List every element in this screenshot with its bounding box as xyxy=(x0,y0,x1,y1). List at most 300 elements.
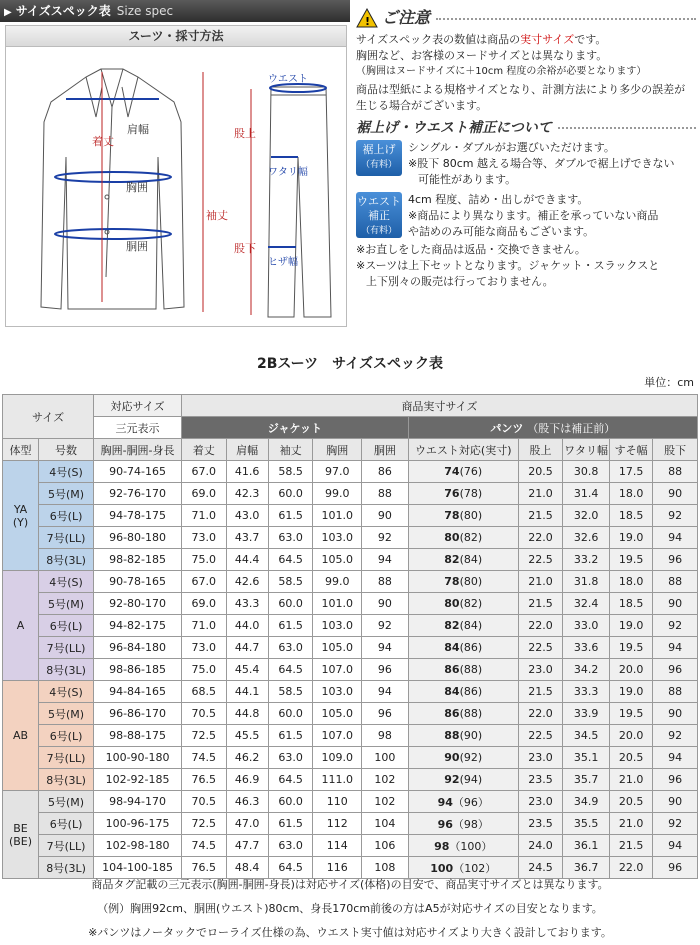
jacket-sleeve-cell: 60.0 xyxy=(268,483,312,505)
sleeve-label: 袖丈 xyxy=(206,209,228,222)
th-col: 袖丈 xyxy=(268,439,312,461)
pants-thigh-cell: 35.7 xyxy=(563,769,610,791)
pants-rise-cell: 21.5 xyxy=(518,505,562,527)
pants-hem-cell: 19.5 xyxy=(609,549,652,571)
shoulder-label: 肩幅 xyxy=(127,123,149,136)
pants-hem-cell: 21.0 xyxy=(609,769,652,791)
pants-thigh-cell: 33.6 xyxy=(563,637,610,659)
th-taio: 対応サイズ xyxy=(94,395,182,417)
pants-rise-cell: 22.5 xyxy=(518,637,562,659)
jacket-waist-cell: 102 xyxy=(362,791,409,813)
pants-waist-cell xyxy=(408,637,518,659)
jacket-chest-cell: 109.0 xyxy=(313,747,362,769)
pants-rise-cell: 22.0 xyxy=(518,527,562,549)
pants-inseam-cell: 94 xyxy=(653,747,698,769)
waist-actual-value: (84) xyxy=(459,619,483,632)
measure-diagram xyxy=(6,47,346,326)
waist-fit-value: 86 xyxy=(444,663,460,676)
dims-cell: 90-74-165 xyxy=(94,461,182,483)
pants-thigh-cell: 33.9 xyxy=(563,703,610,725)
pants-waist-cell xyxy=(408,571,518,593)
dims-cell: 94-78-175 xyxy=(94,505,182,527)
waist-fit-value: 82 xyxy=(444,553,460,566)
jacket-chest-cell: 111.0 xyxy=(313,769,362,791)
pants-thigh-cell: 31.4 xyxy=(563,483,610,505)
footer-note-2: （例）胸囲92cm、胴囲(ウエスト)80cm、身長170cm前後の方はA5が対応サイズの目安となります。 xyxy=(97,902,603,915)
jacket-shoulder-cell: 44.4 xyxy=(226,549,268,571)
size-number-cell: 4号(S) xyxy=(39,681,94,703)
pants-waist-cell xyxy=(408,747,518,769)
table-row xyxy=(3,483,698,505)
jacket-waist-cell: 96 xyxy=(362,703,409,725)
pants-inseam-cell: 90 xyxy=(653,483,698,505)
waist-actual-value: (82) xyxy=(459,597,483,610)
jacket-shoulder-cell: 44.1 xyxy=(226,681,268,703)
jacket-waist-cell: 98 xyxy=(362,725,409,747)
chest-label: 胸囲 xyxy=(126,181,148,194)
pants-thigh-cell: 34.5 xyxy=(563,725,610,747)
pants-hem-cell: 20.5 xyxy=(609,747,652,769)
triangle-icon: ▶ xyxy=(4,7,12,18)
dims-cell: 92-80-170 xyxy=(94,593,182,615)
pants-hem-cell: 20.5 xyxy=(609,791,652,813)
pants-hem-cell: 21.0 xyxy=(609,813,652,835)
spec-table-body xyxy=(3,461,698,879)
inseam-label: 股下 xyxy=(234,242,256,255)
pants-rise-cell: 23.0 xyxy=(518,659,562,681)
waist-actual-value: (84) xyxy=(459,553,483,566)
jacket-waist-cell: 92 xyxy=(362,615,409,637)
jacket-waist-cell: 92 xyxy=(362,527,409,549)
th-col: すそ幅 xyxy=(609,439,652,461)
measure-panel xyxy=(5,25,347,327)
pants-rise-cell: 21.0 xyxy=(518,571,562,593)
waist-j-label: 胴囲 xyxy=(126,240,148,253)
notice-note-2: ※スーツは上下セットとなります。ジャケット・スラックスと xyxy=(356,259,660,272)
th-pants: パンツ （股下は補正前） xyxy=(408,417,697,439)
dims-cell: 96-84-180 xyxy=(94,637,182,659)
dims-cell: 98-94-170 xyxy=(94,791,182,813)
header-title-en: Size spec xyxy=(116,4,174,18)
dims-cell: 90-78-165 xyxy=(94,571,182,593)
pants-inseam-cell: 96 xyxy=(653,857,698,879)
body-type-cell: A xyxy=(3,571,39,681)
waist-fit-value: 94 xyxy=(437,795,453,809)
table-row xyxy=(3,769,698,791)
pants-thigh-cell: 32.4 xyxy=(563,593,610,615)
pants-waist-cell xyxy=(408,703,518,725)
pants-waist-cell xyxy=(408,791,518,813)
pants-waist-cell xyxy=(408,725,518,747)
th-dims: 胸囲-胴囲-身長 xyxy=(94,439,182,461)
table-row xyxy=(3,725,698,747)
jacket-shoulder-cell: 45.5 xyxy=(226,725,268,747)
dims-cell: 102-92-185 xyxy=(94,769,182,791)
pants-hem-cell: 22.0 xyxy=(609,857,652,879)
pants-rise-cell: 22.0 xyxy=(518,615,562,637)
waist-actual-value: (86) xyxy=(459,685,483,698)
pants-inseam-cell: 88 xyxy=(653,461,698,483)
jacket-shoulder-cell: 43.0 xyxy=(226,505,268,527)
jacket-chest-cell: 107.0 xyxy=(313,725,362,747)
jacket-sleeve-cell: 63.0 xyxy=(268,637,312,659)
jacket-shoulder-cell: 47.7 xyxy=(226,835,268,857)
table-row xyxy=(3,835,698,857)
jacket-chest-cell: 103.0 xyxy=(313,681,362,703)
th-size: サイズ xyxy=(3,395,94,439)
jacket-shoulder-cell: 44.8 xyxy=(226,703,268,725)
pants-hem-cell: 21.5 xyxy=(609,835,652,857)
jacket-waist-cell: 102 xyxy=(362,769,409,791)
dims-cell: 92-76-170 xyxy=(94,483,182,505)
jacket-shoulder-cell: 47.0 xyxy=(226,813,268,835)
waist-actual-value: (88) xyxy=(459,707,483,720)
pants-hem-cell: 18.5 xyxy=(609,593,652,615)
jacket-sleeve-cell: 63.0 xyxy=(268,747,312,769)
jacket-waist-cell: 94 xyxy=(362,637,409,659)
jacket-drawing xyxy=(41,69,184,309)
waist-actual-value: (90) xyxy=(459,729,483,742)
waist-badge: ウエスト 補正 （有料） xyxy=(356,192,402,238)
jacket-length-cell: 68.5 xyxy=(182,681,226,703)
jacket-length-cell: 76.5 xyxy=(182,769,226,791)
size-number-cell: 5号(M) xyxy=(39,483,94,505)
dims-cell: 100-96-175 xyxy=(94,813,182,835)
notice-line-4: 商品は型紙による規格サイズとなり、計測方法により多少の誤差が生じる場合がございます。 xyxy=(356,83,686,112)
waist-fit-value: 88 xyxy=(444,729,460,742)
jacket-length-cell: 70.5 xyxy=(182,791,226,813)
jacket-shoulder-cell: 43.3 xyxy=(226,593,268,615)
pants-rise-cell: 23.5 xyxy=(518,769,562,791)
size-number-cell: 7号(LL) xyxy=(39,747,94,769)
waist-fit-value: 80 xyxy=(444,531,460,544)
jacket-sleeve-cell: 64.5 xyxy=(268,857,312,879)
jacket-length-cell: 67.0 xyxy=(182,461,226,483)
table-row xyxy=(3,571,698,593)
jacket-length-cell: 71.0 xyxy=(182,615,226,637)
jacket-shoulder-cell: 41.6 xyxy=(226,461,268,483)
dims-cell: 102-98-180 xyxy=(94,835,182,857)
hem-alteration-row: 裾上げ （有料） シングル・ダブルがお選びいただけます。 ※股下 80cm 越える場合等、ダブルで裾上げできない 可能性があります。 xyxy=(356,140,696,188)
pants-thigh-cell: 33.3 xyxy=(563,681,610,703)
unit-label: 単位：cm xyxy=(644,376,694,389)
table-row xyxy=(3,703,698,725)
waist-fit-value: 90 xyxy=(444,751,460,764)
jacket-chest-cell: 105.0 xyxy=(313,703,362,725)
jacket-sleeve-cell: 64.5 xyxy=(268,659,312,681)
pants-thigh-cell: 32.0 xyxy=(563,505,610,527)
pants-thigh-cell: 35.5 xyxy=(563,813,610,835)
waist-actual-value: (76) xyxy=(459,465,483,478)
jacket-chest-cell: 105.0 xyxy=(313,637,362,659)
measure-title: スーツ・採寸方法 xyxy=(6,26,346,47)
jacket-sleeve-cell: 60.0 xyxy=(268,593,312,615)
hem-label: ヒザ幅 xyxy=(268,257,298,268)
th-jacket: ジャケット xyxy=(182,417,409,439)
th-num: 号数 xyxy=(39,439,94,461)
jacket-length-cell: 73.0 xyxy=(182,637,226,659)
waist-actual-value: (80) xyxy=(459,509,483,522)
waist-actual-value: （98） xyxy=(452,817,489,831)
pants-inseam-cell: 94 xyxy=(653,527,698,549)
dims-cell: 98-88-175 xyxy=(94,725,182,747)
jacket-shoulder-cell: 46.2 xyxy=(226,747,268,769)
dims-cell: 96-80-180 xyxy=(94,527,182,549)
pants-rise-cell: 23.0 xyxy=(518,791,562,813)
size-number-cell: 7号(LL) xyxy=(39,835,94,857)
waist-fit-value: 74 xyxy=(444,465,460,478)
pants-thigh-cell: 34.9 xyxy=(563,791,610,813)
dims-cell: 104-100-185 xyxy=(94,857,182,879)
pants-rise-cell: 23.0 xyxy=(518,747,562,769)
waist-actual-value: (94) xyxy=(459,773,483,786)
jacket-sleeve-cell: 64.5 xyxy=(268,549,312,571)
jacket-length-cell: 69.0 xyxy=(182,593,226,615)
table-row xyxy=(3,637,698,659)
dims-cell: 96-86-170 xyxy=(94,703,182,725)
header-title-jp: サイズスペック表 xyxy=(15,4,111,18)
table-row xyxy=(3,505,698,527)
size-number-cell: 8号(3L) xyxy=(39,549,94,571)
jacket-length-cell: 72.5 xyxy=(182,725,226,747)
chest-line xyxy=(55,172,171,182)
jacket-waist-cell: 86 xyxy=(362,461,409,483)
pants-inseam-cell: 90 xyxy=(653,791,698,813)
pants-inseam-cell: 92 xyxy=(653,813,698,835)
jacket-waist-cell: 100 xyxy=(362,747,409,769)
jacket-waist-cell: 94 xyxy=(362,681,409,703)
jacket-sleeve-cell: 58.5 xyxy=(268,571,312,593)
waist-fit-value: 78 xyxy=(444,575,460,588)
table-row xyxy=(3,461,698,483)
jacket-sleeve-cell: 61.5 xyxy=(268,725,312,747)
table-row xyxy=(3,527,698,549)
th-col: 胴囲 xyxy=(362,439,409,461)
pants-inseam-cell: 96 xyxy=(653,549,698,571)
waist-actual-value: (92) xyxy=(459,751,483,764)
pants-inseam-cell: 92 xyxy=(653,615,698,637)
jacket-chest-cell: 116 xyxy=(313,857,362,879)
pants-thigh-cell: 34.2 xyxy=(563,659,610,681)
table-row xyxy=(3,615,698,637)
pants-inseam-cell: 96 xyxy=(653,769,698,791)
th-col: 股下 xyxy=(653,439,698,461)
jacket-chest-cell: 101.0 xyxy=(313,505,362,527)
pants-rise-cell: 21.5 xyxy=(518,681,562,703)
jacket-waist-cell: 106 xyxy=(362,835,409,857)
pants-thigh-cell: 32.6 xyxy=(563,527,610,549)
size-number-cell: 5号(M) xyxy=(39,593,94,615)
jacket-waist-cell: 90 xyxy=(362,593,409,615)
pants-waist-cell xyxy=(408,681,518,703)
jacket-shoulder-cell: 46.3 xyxy=(226,791,268,813)
length-label: 着丈 xyxy=(92,135,114,148)
th-body: 体型 xyxy=(3,439,39,461)
size-number-cell: 8号(3L) xyxy=(39,769,94,791)
waist-actual-value: （102） xyxy=(453,861,497,875)
jacket-length-cell: 69.0 xyxy=(182,483,226,505)
jacket-sleeve-cell: 64.5 xyxy=(268,769,312,791)
jacket-shoulder-cell: 45.4 xyxy=(226,659,268,681)
pants-thigh-cell: 36.7 xyxy=(563,857,610,879)
jacket-length-cell: 75.0 xyxy=(182,659,226,681)
dims-cell: 94-82-175 xyxy=(94,615,182,637)
table-row xyxy=(3,681,698,703)
pants-waist-cell xyxy=(408,615,518,637)
footer-note-1: 商品タグ記載の三元表示(胸囲-胴囲-身長)は対応サイズ(体格)の目安で、商品実寸サイズとは異なります。 xyxy=(91,878,609,891)
jacket-waist-cell: 90 xyxy=(362,505,409,527)
table-row xyxy=(3,549,698,571)
jacket-length-cell: 74.5 xyxy=(182,747,226,769)
pants-hem-cell: 19.0 xyxy=(609,615,652,637)
pants-inseam-cell: 92 xyxy=(653,725,698,747)
pants-waist-cell xyxy=(408,659,518,681)
notice-note-3: 上下別々の販売は行っておりません。 xyxy=(366,275,554,288)
jacket-waist-cell: 88 xyxy=(362,483,409,505)
th-col: 胸囲 xyxy=(313,439,362,461)
pants-drawing xyxy=(268,87,331,317)
jacket-length-cell: 73.0 xyxy=(182,527,226,549)
notice-line-1: サイズスペック表の数値は商品の実寸サイズです。 xyxy=(356,33,607,46)
pants-thigh-cell: 36.1 xyxy=(563,835,610,857)
size-number-cell: 4号(S) xyxy=(39,461,94,483)
th-col: 肩幅 xyxy=(226,439,268,461)
jacket-chest-cell: 101.0 xyxy=(313,593,362,615)
waist-actual-value: (80) xyxy=(459,575,483,588)
jacket-waist-cell: 96 xyxy=(362,659,409,681)
waist-fit-value: 86 xyxy=(444,707,460,720)
size-number-cell: 8号(3L) xyxy=(39,659,94,681)
size-spec-table xyxy=(2,394,698,879)
pants-thigh-cell: 33.0 xyxy=(563,615,610,637)
size-number-cell: 5号(M) xyxy=(39,791,94,813)
pants-rise-cell: 21.0 xyxy=(518,483,562,505)
body-type-cell: BE (BE) xyxy=(3,791,39,879)
dims-cell: 98-82-185 xyxy=(94,549,182,571)
pants-rise-cell: 22.0 xyxy=(518,703,562,725)
pants-rise-cell: 24.0 xyxy=(518,835,562,857)
jacket-shoulder-cell: 46.9 xyxy=(226,769,268,791)
jacket-length-cell: 75.0 xyxy=(182,549,226,571)
th-col: 着丈 xyxy=(182,439,226,461)
jacket-chest-cell: 99.0 xyxy=(313,571,362,593)
pants-inseam-cell: 90 xyxy=(653,703,698,725)
pants-inseam-cell: 90 xyxy=(653,593,698,615)
waist-alteration-row: ウエスト 補正 （有料） 4cm 程度、詰め・出しができます。 ※商品により異なります。補正を承っていない商品 や詰めのみ可能な商品もございます。 xyxy=(357,193,659,238)
pants-hem-cell: 19.0 xyxy=(609,527,652,549)
waist-actual-value: (88) xyxy=(459,663,483,676)
jacket-waist-cell: 104 xyxy=(362,813,409,835)
pants-rise-cell: 24.5 xyxy=(518,857,562,879)
pants-rise-cell: 22.5 xyxy=(518,549,562,571)
pants-rise-cell: 21.5 xyxy=(518,593,562,615)
jacket-chest-cell: 114 xyxy=(313,835,362,857)
pants-thigh-cell: 31.8 xyxy=(563,571,610,593)
jacket-shoulder-cell: 44.0 xyxy=(226,615,268,637)
notice-divider xyxy=(436,17,696,20)
th-col: ウエスト対応(実寸) xyxy=(408,439,518,461)
jacket-sleeve-cell: 58.5 xyxy=(268,681,312,703)
table-row xyxy=(3,659,698,681)
notice-heading xyxy=(356,4,696,32)
jacket-sleeve-cell: 58.5 xyxy=(268,461,312,483)
notice-line-2: 胸囲など、お客様のヌードサイズとは異なります。 xyxy=(356,49,608,62)
waist-line xyxy=(55,229,171,239)
jacket-chest-cell: 103.0 xyxy=(313,615,362,637)
waist-fit-value: 84 xyxy=(444,641,460,654)
waist-actual-value: (86) xyxy=(459,641,483,654)
table-row xyxy=(3,813,698,835)
jacket-chest-cell: 97.0 xyxy=(313,461,362,483)
jacket-shoulder-cell: 43.7 xyxy=(226,527,268,549)
size-number-cell: 4号(S) xyxy=(39,571,94,593)
jacket-length-cell: 70.5 xyxy=(182,703,226,725)
jacket-length-cell: 67.0 xyxy=(182,571,226,593)
waist-fit-value: 82 xyxy=(444,619,460,632)
jacket-shoulder-cell: 48.4 xyxy=(226,857,268,879)
jacket-sleeve-cell: 63.0 xyxy=(268,835,312,857)
pants-rise-cell: 22.5 xyxy=(518,725,562,747)
pants-waist-line xyxy=(270,84,326,92)
pants-hem-cell: 18.5 xyxy=(609,505,652,527)
waist-fit-value: 78 xyxy=(444,509,460,522)
table-row xyxy=(3,747,698,769)
pants-rise-cell: 23.5 xyxy=(518,813,562,835)
pants-hem-cell: 18.0 xyxy=(609,571,652,593)
pants-inseam-cell: 92 xyxy=(653,505,698,527)
jacket-sleeve-cell: 60.0 xyxy=(268,703,312,725)
waist-label: ウエスト xyxy=(268,74,308,85)
dims-cell: 98-86-185 xyxy=(94,659,182,681)
pants-waist-cell xyxy=(408,483,518,505)
pants-rise-cell: 20.5 xyxy=(518,461,562,483)
jacket-length-cell: 72.5 xyxy=(182,813,226,835)
dims-cell: 100-90-180 xyxy=(94,747,182,769)
waist-fit-value: 98 xyxy=(434,839,450,853)
waist-fit-value: 84 xyxy=(444,685,460,698)
notice-line-3: （胸囲はヌードサイズに＋10cm 程度の余裕が必要となります） xyxy=(356,66,647,77)
jacket-length-cell: 74.5 xyxy=(182,835,226,857)
pants-hem-cell: 20.0 xyxy=(609,659,652,681)
pants-inseam-cell: 94 xyxy=(653,637,698,659)
pants-inseam-cell: 94 xyxy=(653,835,698,857)
body-type-cell: AB xyxy=(3,681,39,791)
header-bar xyxy=(0,0,350,22)
footer-note-3: ※パンツはノータックでローライズ仕様の為、ウエスト実寸値は対応サイズより大きく設計しております。 xyxy=(88,926,612,939)
size-number-cell: 7号(LL) xyxy=(39,527,94,549)
pants-waist-cell xyxy=(408,461,518,483)
size-number-cell: 5号(M) xyxy=(39,703,94,725)
jacket-sleeve-cell: 63.0 xyxy=(268,527,312,549)
size-number-cell: 6号(L) xyxy=(39,813,94,835)
waist-fit-value: 96 xyxy=(437,817,453,831)
th-sangen: 三元表示 xyxy=(94,417,182,439)
pants-hem-cell: 20.0 xyxy=(609,725,652,747)
jacket-sleeve-cell: 61.5 xyxy=(268,505,312,527)
jacket-chest-cell: 112 xyxy=(313,813,362,835)
size-number-cell: 6号(L) xyxy=(39,615,94,637)
table-row xyxy=(3,593,698,615)
jacket-shoulder-cell: 42.6 xyxy=(226,571,268,593)
spec-title: 2Bスーツ サイズスペック表 xyxy=(256,356,444,372)
table-row xyxy=(3,791,698,813)
th-col: ワタリ幅 xyxy=(563,439,610,461)
pants-hem-cell: 19.5 xyxy=(609,637,652,659)
pants-hem-cell: 19.5 xyxy=(609,703,652,725)
waist-fit-value: 80 xyxy=(444,597,460,610)
pants-waist-cell xyxy=(408,527,518,549)
rise-label: 股上 xyxy=(234,127,256,140)
